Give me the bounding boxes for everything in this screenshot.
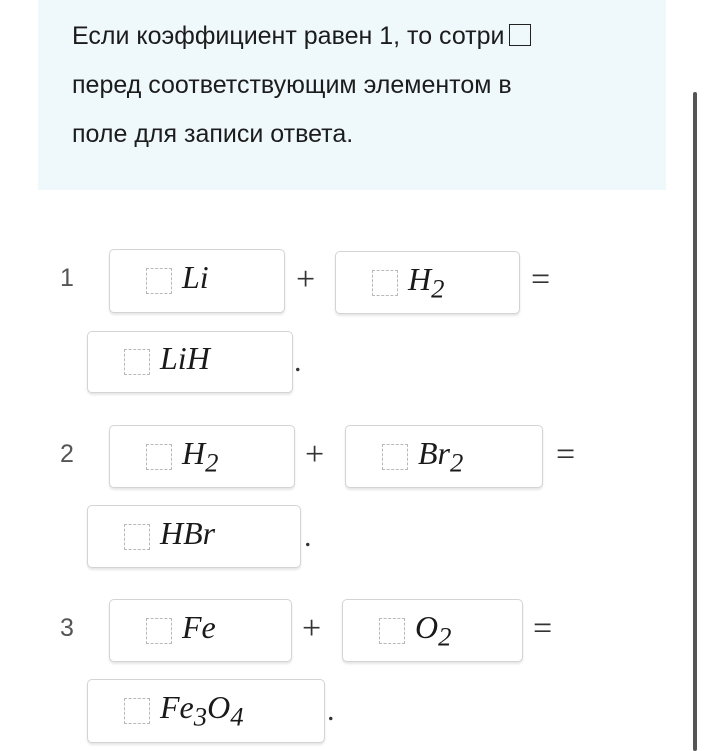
formula-fe3o4: $Fe_3O_4$: [160, 689, 244, 732]
coefficient-placeholder[interactable]: [124, 698, 150, 724]
formula-h2: $H_2$: [408, 260, 445, 304]
equals-sign: =: [531, 261, 551, 298]
empty-box-icon: [509, 24, 531, 46]
coefficient-slot-o2[interactable]: [342, 599, 523, 662]
coefficient-placeholder[interactable]: [382, 444, 408, 470]
equation-number: 2: [60, 440, 74, 468]
instruction-panel: [38, 0, 666, 190]
coefficient-slot-hbr[interactable]: [87, 505, 301, 568]
period: .: [294, 345, 302, 378]
formula-lih: LiH: [160, 340, 210, 377]
formula-fe: Fe: [182, 608, 216, 645]
coefficient-placeholder[interactable]: [379, 618, 405, 644]
instruction-text: [72, 12, 642, 159]
instruction-line-1: Если коэффициент равен 1, то сотри: [72, 22, 505, 50]
instruction-line-2: перед соответствующим элементом в: [72, 71, 512, 99]
coefficient-slot-h2[interactable]: [109, 425, 295, 488]
period: .: [327, 694, 335, 727]
coefficient-slot-lih[interactable]: [87, 331, 293, 393]
coefficient-placeholder[interactable]: [146, 618, 172, 644]
coefficient-slot-fe[interactable]: [109, 599, 292, 662]
plus-sign: +: [296, 261, 316, 298]
equals-sign: =: [556, 436, 576, 473]
formula-hbr: HBr: [160, 514, 216, 551]
coefficient-placeholder[interactable]: [124, 349, 150, 375]
coefficient-placeholder[interactable]: [146, 444, 172, 470]
coefficient-placeholder[interactable]: [124, 524, 150, 550]
equals-sign: =: [533, 610, 553, 647]
period: .: [304, 520, 312, 553]
plus-sign: +: [302, 610, 322, 647]
scrollbar[interactable]: [693, 92, 697, 751]
coefficient-placeholder[interactable]: [372, 270, 398, 296]
plus-sign: +: [305, 436, 325, 473]
coefficient-slot-fe3o4[interactable]: [87, 679, 325, 743]
coefficient-slot-li[interactable]: [109, 249, 285, 313]
coefficient-placeholder[interactable]: [146, 268, 172, 294]
coefficient-slot-br2[interactable]: [345, 425, 543, 488]
coefficient-slot-h2[interactable]: [335, 251, 520, 314]
equation-number: 1: [60, 264, 74, 292]
formula-h2: $H_2$: [182, 434, 219, 478]
formula-li: Li: [182, 259, 209, 296]
instruction-line-3: поле для записи ответа.: [72, 120, 354, 148]
formula-o2: $O_2$: [415, 608, 452, 652]
formula-br2: $Br_2$: [418, 434, 464, 478]
equation-number: 3: [60, 614, 74, 642]
